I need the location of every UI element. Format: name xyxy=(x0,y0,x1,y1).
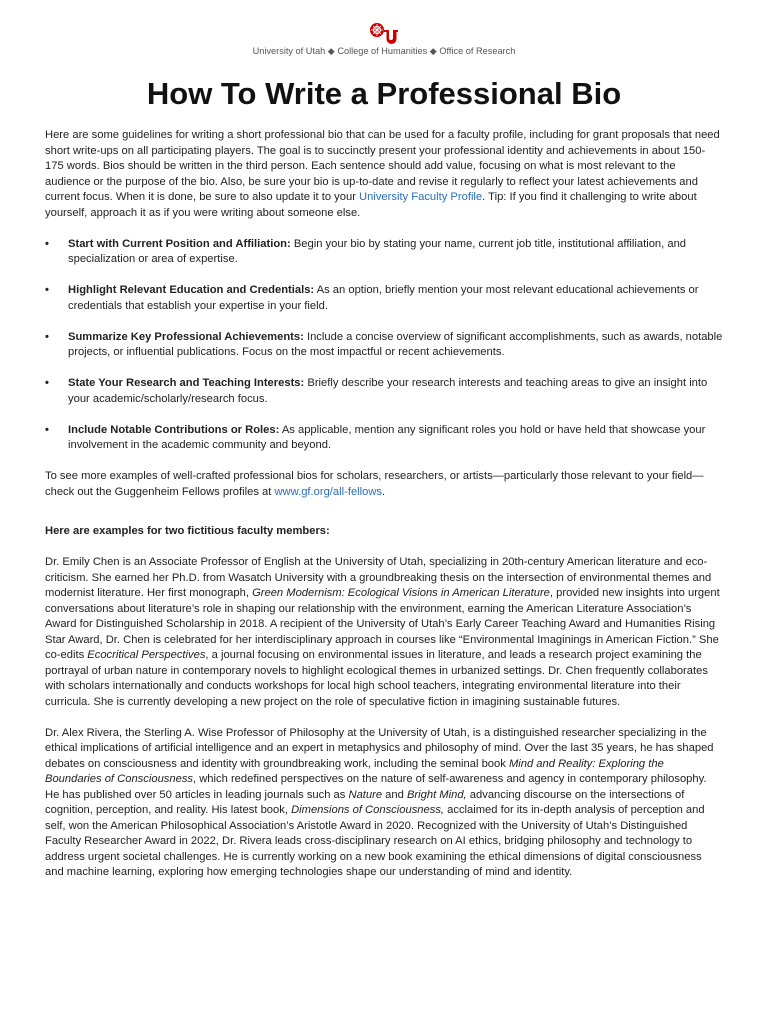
guideline-item xyxy=(45,330,723,361)
text-run: Dr. Emily Chen is an Associate Professor of English at the University of Utah, specializing in 20th-century American literature and eco-criticism. She earned her Ph.D. from Wasatch University with a groundbreaking thesis on the intersection of environmental themes and modernist literature. Her first monograph, xyxy=(45,556,712,599)
more-examples-paragraph xyxy=(45,469,723,500)
guideline-text: Include a concise overview of significant accomplishments, such as awards, notable projects, or influential publications. Focus on the most impactful or recent achievements. xyxy=(68,330,723,358)
guideline-label: Summarize Key Professional Achievements: xyxy=(68,330,304,343)
bullet-icon: • xyxy=(45,377,49,389)
link[interactable]: University Faculty Profile xyxy=(359,191,483,203)
text-run: , provided new insights into urgent conversations about literature’s role in shaping our relationship with the environment, earning the American Literature Association’s Award for Distinguished Scholarship in 2018. A recipient of the University of Utah’s Early Career Teaching Award and Humanities Rising Star Award, Dr. Chen is celebrated for her interdisciplinary approach in courses like “Environmental Imaginings in American Fiction.” She co-edits xyxy=(45,587,720,661)
bio-example-emily-chen xyxy=(45,555,723,710)
examples-heading: Here are examples for two fictitious faculty members: xyxy=(45,525,330,537)
text-run: and xyxy=(382,788,407,801)
bullet-icon: • xyxy=(45,284,49,296)
bio-example-alex-rivera xyxy=(45,726,723,881)
guideline-label: State Your Research and Teaching Interests: xyxy=(68,377,305,389)
guideline-text: As applicable, mention any significant roles you hold or have held that showcase your involvement in the academic community and beyond. xyxy=(68,423,706,451)
guideline-item xyxy=(45,237,723,268)
guideline-text: Briefly describe your research interests and teaching areas to give an insight into your academic/scholarly/research focus. xyxy=(68,377,708,405)
text-run: Dr. Alex Rivera, the Sterling A. Wise Professor of Philosophy at the University of Utah, is a distinguished researcher specializing in the ethical implications of artificial intelligence and an expert in metaphysics and philosophy of mind. Over the last 35 years, he has shaped debates on consciousness and identity with groundbreaking work, including the seminal book xyxy=(45,726,714,770)
text-run: Here are some guidelines for writing a short professional bio that can be used for a faculty profile, including for grant proposals that need short write-ups on all participating players. The goal is to succinctly present your professional identity and achievements in about 150-175 words. Bios should be written in the third person. Each sentence should add value, focusing on what is most relevant to the audience or the purpose of the bio. Also, be sure your bio is up-to-date and revise it regularly to reflect your latest achievements and current focus. When it is done, be sure to also update it to your xyxy=(45,129,720,203)
page-title: How To Write a Professional Bio xyxy=(146,76,622,111)
bullet-icon: • xyxy=(45,330,49,343)
guideline-label: Highlight Relevant Education and Credentials: xyxy=(68,284,315,296)
guidelines-list xyxy=(45,237,723,454)
italic-title: Green Modernism: Ecological Visions in American Literature xyxy=(252,587,550,599)
guideline-label: Start with Current Position and Affiliation: xyxy=(68,237,291,250)
italic-title: Ecocritical Perspectives xyxy=(87,649,206,661)
link[interactable]: www.gf.org/all-fellows xyxy=(274,485,383,498)
bullet-icon: • xyxy=(45,423,49,436)
text-run: . xyxy=(382,485,386,498)
org-breadcrumb: University of Utah ◆ College of Humanities ◆ Office of Research xyxy=(252,46,516,56)
italic-title: Mind and Reality: Exploring the Boundaries of Consciousness xyxy=(45,757,664,785)
guideline-item xyxy=(45,376,723,407)
text-run: , a journal focusing on environmental issues in literature, and leads a research project examining the portrayal of urban nature in contemporary novels to highlight ecological themes in urbanized settings. Dr. Chen frequently collaborates with scholars internationally and conducts workshops for local high school teachers, integrating environmental literature into their curricula. She is currently developing a new project on the role of speculative fiction in imagining sustainable futures. xyxy=(45,649,708,708)
guideline-item xyxy=(45,423,723,454)
text-run: , which redefined perspectives on the nature of self-awareness and agency in contemporary philosophy. He has published over 50 articles in leading journals such as xyxy=(45,773,707,801)
document-body xyxy=(45,128,723,896)
intro-paragraph xyxy=(45,128,723,221)
italic-title: Bright Mind, xyxy=(406,788,467,801)
text-run: . Tip: If you find it challenging to write about yourself, approach it as if you were writing about someone else. xyxy=(45,191,697,219)
text-run: advancing discourse on the intersections of cognition, perception, and reality. His latest book, xyxy=(45,788,685,816)
italic-title: Nature xyxy=(348,788,383,801)
text-run: To see more examples of well-crafted professional bios for scholars, researchers, or artists—particularly those relevant to your field—check out the Guggenheim Fellows profiles at xyxy=(45,470,704,498)
guideline-text: Begin your bio by stating your name, current job title, institutional affiliation, and specialization or area of expertise. xyxy=(68,237,687,265)
guideline-item xyxy=(45,283,723,314)
italic-title: Dimensions of Consciousness, xyxy=(291,804,445,816)
guideline-label: Include Notable Contributions or Roles: xyxy=(68,423,280,436)
bullet-icon: • xyxy=(45,237,49,250)
text-run: acclaimed for its in-depth analysis of perception and self, won the American Philosophical Association’s Aristotle Award in 2020. Recognized with the University of Utah’s Distinguished Faculty Researcher Award in 2022, Dr. Rivera leads cross-disciplinary research on AI ethics, bridging philosophy and technology to address urgent societal challenges. He is currently working on a new book examining the ethical dimensions of digital consciousness and machine learning, exploring how emerging technologies shape our understanding of mind and identity. xyxy=(45,804,705,878)
guideline-text: As an option, briefly mention your most relevant educational achievements or credentials that establish your expertise in your field. xyxy=(68,284,699,312)
university-of-utah-logo-icon xyxy=(369,22,399,44)
